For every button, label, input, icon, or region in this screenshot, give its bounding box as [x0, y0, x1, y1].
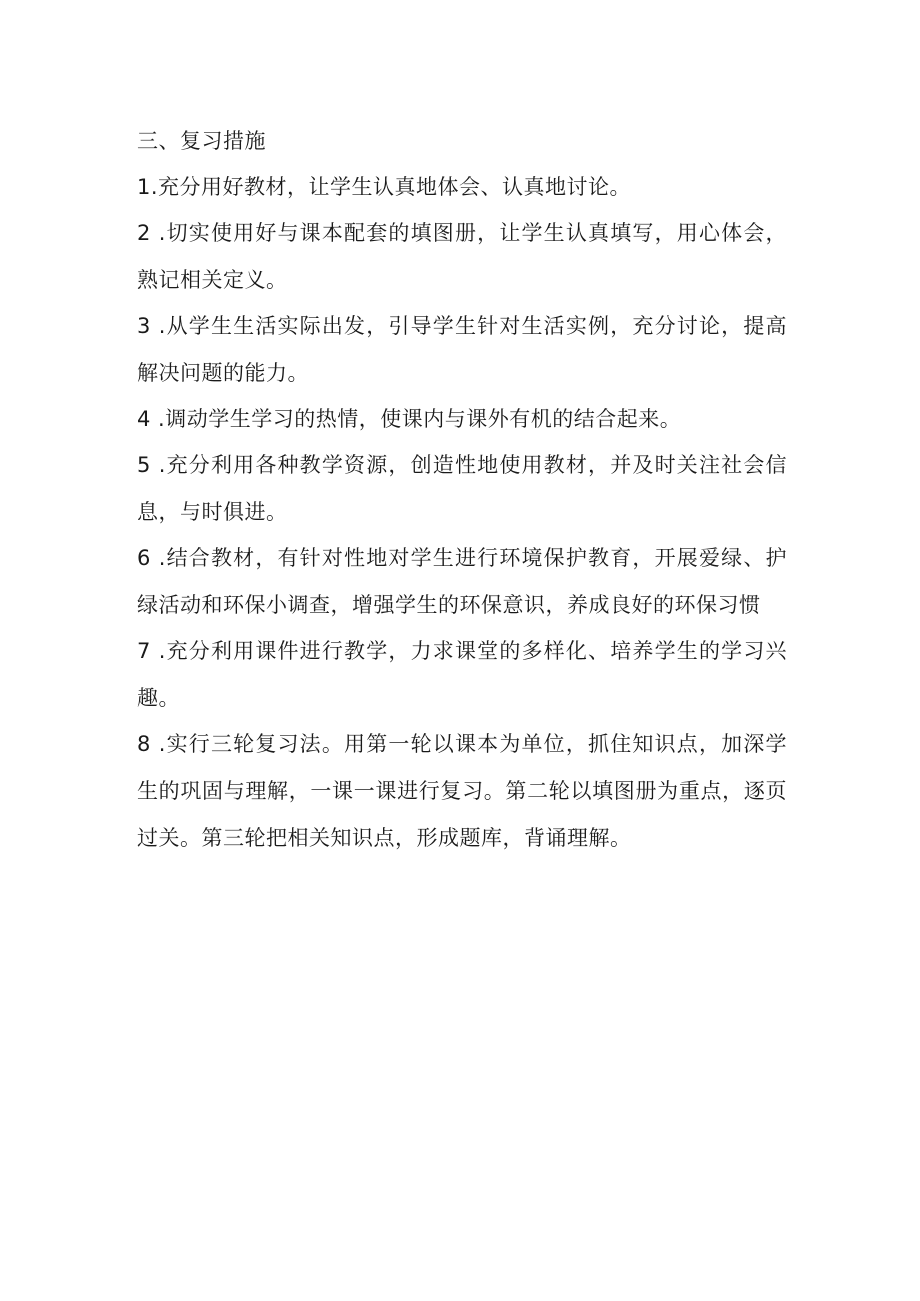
list-item	[137, 535, 787, 629]
item-text: 从学生生活实际出发，引导学生针对生活实例，充分讨论，提高解决问题的能力。	[137, 314, 788, 385]
item-text: 充分利用各种教学资源，创造性地使用教材，并及时关注社会信息，与时俱进。	[137, 453, 788, 524]
list-item	[137, 210, 787, 304]
list-item	[137, 164, 787, 211]
item-number: 1.	[137, 175, 159, 199]
item-number: 5 .	[137, 453, 166, 477]
item-text: 充分用好教材，让学生认真地体会、认真地讨论。	[158, 175, 632, 199]
list-item	[137, 396, 787, 443]
list-item	[137, 628, 787, 722]
list-item	[137, 721, 787, 862]
item-number: 8 .	[137, 732, 166, 756]
item-text: 切实使用好与课本配套的填图册，让学生认真填写，用心体会，熟记相关定义。	[137, 221, 788, 292]
list-item	[137, 303, 787, 397]
document-body	[137, 118, 787, 861]
item-number: 2 .	[137, 221, 166, 245]
item-number: 4 .	[137, 407, 166, 431]
item-text: 调动学生学习的热情，使课内与课外有机的结合起来。	[165, 407, 682, 431]
list-item	[137, 442, 787, 536]
item-text: 充分利用课件进行教学，力求课堂的多样化、培养学生的学习兴趣。	[137, 639, 788, 710]
item-number: 3 .	[137, 314, 166, 338]
item-text: 实行三轮复习法。用第一轮以课本为单位，抓住知识点，加深学生的巩固与理解，一课一课进行复习。第二轮以填图册为重点，逐页过关。第三轮把相关知识点，形成题库，背诵理解。	[137, 732, 788, 850]
item-number: 7 .	[137, 639, 166, 663]
section-heading: 三、复习措施	[137, 129, 266, 153]
item-text: 结合教材，有针对性地对学生进行环境保护教育，开展爱绿、护绿活动和环保小调查，增强学生的环保意识，养成良好的环保习惯	[137, 546, 788, 617]
item-number: 6 .	[137, 546, 166, 570]
